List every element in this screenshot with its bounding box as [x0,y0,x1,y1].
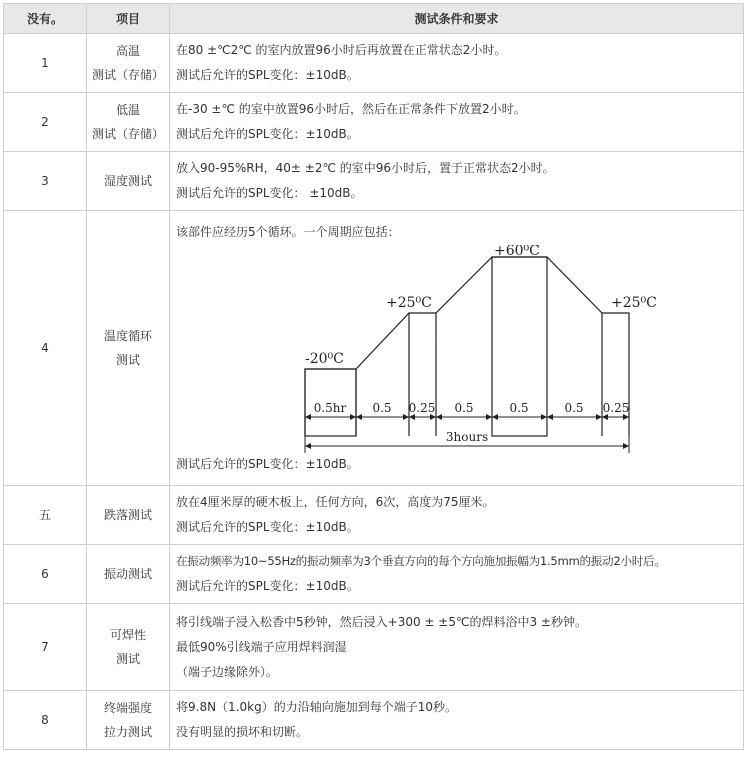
item-line: 振动测试 [103,567,152,581]
table-row [4,93,744,152]
arrowhead [547,414,553,420]
row-number: 1 [4,34,87,93]
item-line: 测试（存储） [91,127,164,141]
table-row [4,486,744,545]
table-row [4,211,744,486]
condition-line: 在振动频率为10~55Hz的振动频率为3个垂直方向的每个方向施加振幅为1.5mm的振动2小时后。 [176,554,666,568]
arrowhead [623,443,629,449]
segment-label: 0.5 [509,400,529,415]
condition-line: 测试后允许的SPL变化：±10dB。 [176,456,359,471]
temp-label-warm-end: +25⁰C [611,294,657,311]
item-line: 测试 [115,652,140,666]
item-line: 可焊性 [109,628,146,642]
condition-line: 将9.8N（1.0kg）的力沿轴向施加到每个端子10秒。 [176,700,457,714]
condition-line: 测试后允许的SPL变化：±10dB。 [176,68,359,82]
table-row [4,545,744,604]
item-line: 拉力测试 [103,725,152,739]
arrowhead [305,443,311,449]
header-item: 项目 [87,4,170,34]
row-condition [170,486,744,545]
total-duration-label: 3hours [445,429,489,444]
item-line: 跌落测试 [103,508,152,522]
condition-line: 测试后允许的SPL变化：±10dB。 [176,579,359,593]
table-row [4,604,744,691]
condition-line: 测试后允许的SPL变化：±10dB。 [176,520,359,534]
table-row [4,691,744,750]
segment-label: 0.5 [564,400,584,415]
row-number: 3 [4,152,87,211]
row-condition [170,604,744,691]
segment-label: 0.5 [454,400,474,415]
item-line: 测试（存储） [91,68,164,82]
row-item [87,691,170,750]
segment-label: 0.25 [602,400,630,415]
row-condition [170,211,744,486]
arrowhead [541,414,547,420]
temperature-labels [305,245,657,367]
segment-labels [314,401,630,444]
condition-line: 将引线端子浸入松香中5秒钟，然后浸入+300 ± ±5℃的焊料浴中3 ±秒钟。 [176,614,587,629]
arrowhead [436,414,442,420]
item-line: 湿度测试 [103,174,152,188]
condition-line: 在80 ±℃2℃ 的室内放置96小时后再放置在正常状态2小时。 [176,43,507,57]
item-line: 测试 [115,353,140,367]
row-condition [170,93,744,152]
item-line: 高温 [115,44,140,58]
row-item [87,211,170,486]
row-number: 2 [4,93,87,152]
condition-line: 最低90%引线端子应用焊料润湿 [176,639,347,654]
condition-line: 放在4厘米厚的硬木板上，任何方向，6次，高度为75厘米。 [176,495,495,509]
segment-label: 0.5hr [313,400,347,415]
cycle-profile-svg [176,245,736,477]
row-condition [170,152,744,211]
row-item [87,152,170,211]
header-row [4,4,744,34]
condition-line: 测试后允许的SPL变化： ±10dB。 [176,186,363,200]
condition-line: 放入90-95%RH，40± ±2℃ 的室中96小时后，置于正常状态2小时。 [176,161,555,175]
row-item [87,604,170,691]
row-item [87,486,170,545]
item-line: 低温 [115,103,140,117]
table-row [4,152,744,211]
segment-label: 0.5 [372,400,392,415]
arrowhead [356,414,362,420]
condition-line: 在-30 ±℃ 的室中放置96小时后，然后在正常条件下放置2小时。 [176,102,526,116]
row-number: 五 [4,486,87,545]
temp-label-hot: +60⁰C [494,244,540,259]
arrowhead [486,414,492,420]
segment-label: 0.25 [408,400,436,415]
test-conditions-table [3,3,744,750]
row-condition [170,691,744,750]
condition-line: 测试后允许的SPL变化：±10dB。 [176,127,359,141]
condition-line: 没有明显的损坏和切断。 [176,725,309,739]
condition-line: （端子边缘除外）。 [176,664,279,679]
row-item [87,93,170,152]
table-row [4,34,744,93]
row-number: 4 [4,211,87,486]
row-condition [170,34,744,93]
item-line: 终端强度 [103,701,152,715]
row-item [87,545,170,604]
row-number: 6 [4,545,87,604]
arrowhead [350,414,356,420]
arrowhead [305,414,311,420]
temp-label-warm: +25⁰C [386,294,432,311]
row-number: 7 [4,604,87,691]
item-line: 温度循环 [103,329,152,343]
row-item [87,34,170,93]
temp-label-cold: -20⁰C [305,350,344,367]
row-condition [170,545,744,604]
arrowhead [596,414,602,420]
temperature-cycle-diagram [176,245,736,477]
arrowhead [492,414,498,420]
condition-line: 该部件应经历5个循环。一个周期应包括： [176,224,400,239]
header-no: 没有。 [4,4,87,34]
row-number: 8 [4,691,87,750]
header-condition: 测试条件和要求 [170,4,744,34]
